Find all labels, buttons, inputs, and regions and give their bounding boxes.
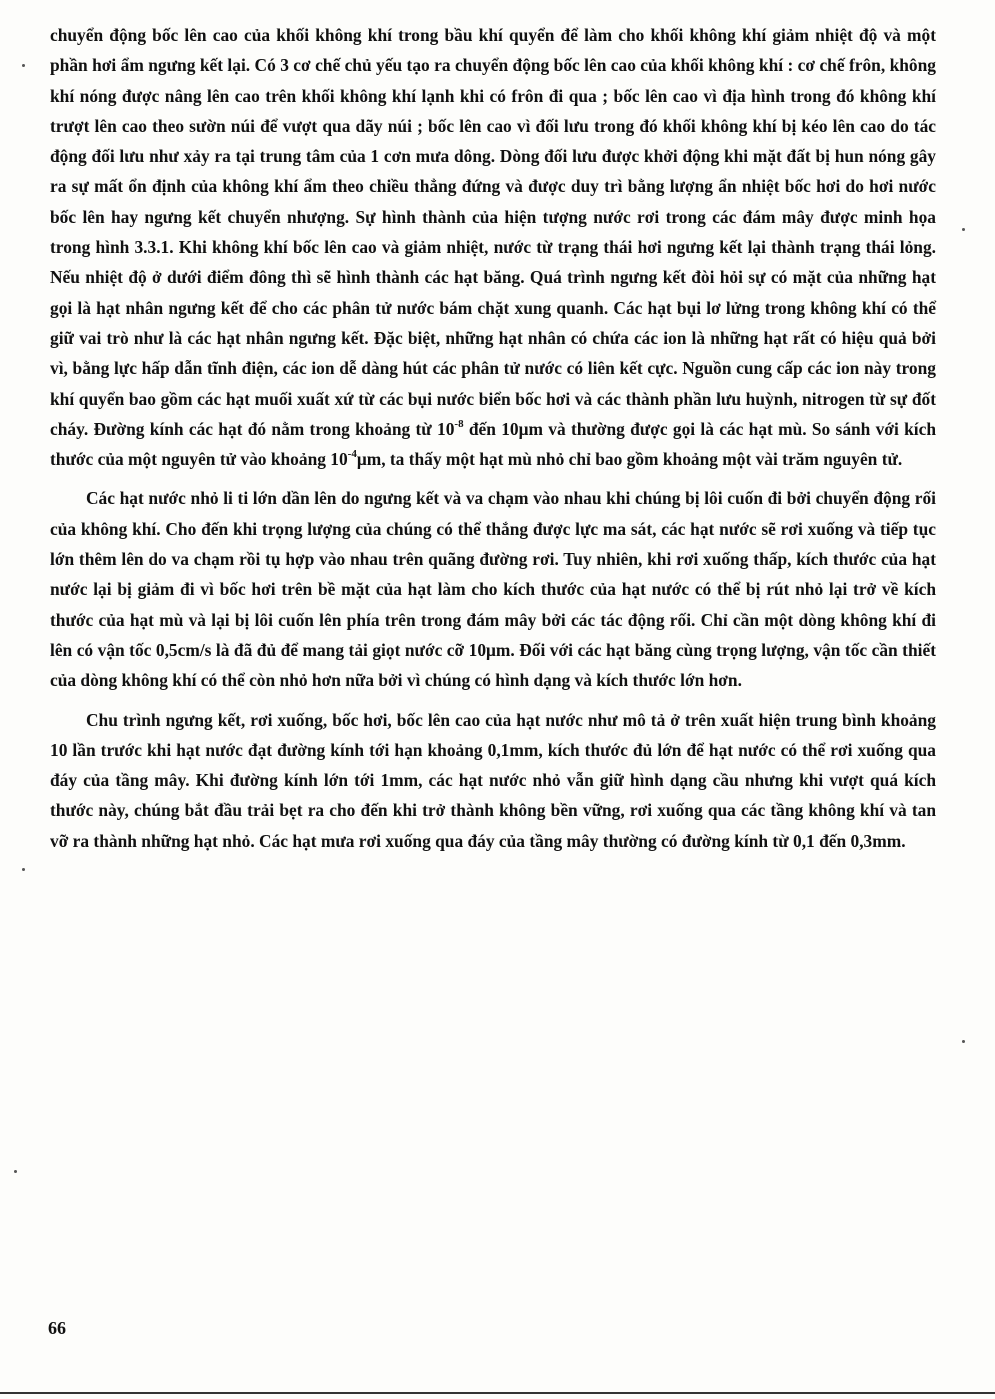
paragraph-3-text: Chu trình ngưng kết, rơi xuống, bốc hơi, bốc lên cao của hạt nước như mô tả ở trên xuất hiện trung bình khoảng 10 lần trước khi hạt nước đạt đường kính tới hạn khoảng 0,1mm, kích thước đủ lớn để hạt nước có thể rơi xuống qua đáy của tầng mây. Khi đường kính lớn tới 1mm, các hạt nước nhỏ vẫn giữ hình dạng cầu nhưng khi vượt quá kích thước này, chúng bắt đầu trải bẹt ra cho đến khi trở thành không bền vững, rơi xuống qua các tầng không khí và tan vỡ ra thành những hạt nhỏ. Các hạt mưa rơi xuống qua đáy của tầng mây thường có đường kính từ 0,1 đến 0,3mm. [50, 709, 936, 851]
scan-speck [962, 1040, 965, 1043]
paragraph-1-text-c: μm, ta thấy một hạt mù nhỏ chỉ bao gồm khoảng một vài trăm nguyên tử. [356, 449, 903, 470]
body-text [50, 20, 936, 856]
paragraph-1-exponent-b: -4 [347, 447, 357, 460]
scan-speck [22, 64, 25, 67]
paragraph-2 [50, 483, 936, 695]
paragraph-1-text-b: đến 10μm và thường được gọi là các hạt mù. So sánh với kích thước của một nguyên tử vào khoảng 10 [50, 418, 936, 470]
page-number: 66 [48, 1318, 66, 1338]
scan-speck [962, 228, 965, 231]
paragraph-1-text-a: chuyển động bốc lên cao của khối không khí trong bầu khí quyển để làm cho khối không khí giảm nhiệt độ và một phần hơi ẩm ngưng kết lại. Có 3 cơ chế chủ yếu tạo ra chuyển động bốc lên cao của khối không khí : cơ chế frôn, không khí nóng được nâng lên cao trên khối không khí lạnh khi có frôn đi qua ; bốc lên cao vì địa hình trong đó không khí trượt lên cao theo sườn núi để vượt qua dãy núi ; bốc lên cao vì đối lưu trong đó khối không khí bị kéo lên cao do tác động đối lưu như xảy ra tại trung tâm của 1 cơn mưa dông. Dòng đối lưu được khởi động khi mặt đất bị hun nóng gây ra sự mất ổn định của không khí ẩm theo chiều thẳng đứng và được duy trì bằng lượng ẩn nhiệt bốc hơi do hơi nước bốc lên hay ngưng kết chuyển nhượng. Sự hình thành của hiện tượng nước rơi trong các đám mây được minh họa trong hình 3.3.1. Khi không khí bốc lên cao và giảm nhiệt, nước từ trạng thái hơi ngưng kết lại thành trạng thái lỏng. Nếu nhiệt độ ở dưới điểm đông thì sẽ hình thành các hạt băng. Quá trình ngưng kết đòi hỏi sự có mặt của những hạt gọi là hạt nhân ngưng kết để cho các phân tử nước bám chặt xung quanh. Các hạt bụi lơ lửng trong không khí có thể giữ vai trò như là các hạt nhân ngưng kết. Đặc biệt, những hạt nhân có chứa các ion là những hạt rất có hiệu quả bởi vì, bằng lực hấp dẫn tĩnh điện, các ion dễ dàng hút các phân tử nước có liên kết cực. Nguồn cung cấp các ion này trong khí quyển bao gồm các hạt muối xuất xứ từ các bụi nước biển bốc hơi và các thành phần lưu huỳnh, nitrogen từ sự đốt cháy. Đường kính các hạt đó nằm trong khoảng từ 10 [50, 25, 936, 439]
paragraph-1 [50, 20, 936, 474]
scan-speck [14, 1170, 17, 1173]
paragraph-2-text: Các hạt nước nhỏ li ti lớn dần lên do ngưng kết và va chạm vào nhau khi chúng bị lôi cuốn đi bởi chuyển động rối của không khí. Cho đến khi trọng lượng của chúng có thể thắng được lực ma sát, các hạt nước sẽ rơi xuống và tiếp tục lớn thêm lên do va chạm rồi tụ hợp vào nhau trên quãng đường rơi. Tuy nhiên, khi rơi xuống thấp, kích thước của hạt nước lại bị giảm đi vì bốc hơi trên bề mặt của hạt làm cho kích thước của hạt nước có thể bị rút nhỏ lại trở về kích thước của hạt mù và lại bị lôi cuốn lên phía trên trong đám mây bởi các tác động rối. Chỉ cần một dòng không khí đi lên có vận tốc 0,5cm/s là đã đủ để mang tải giọt nước cỡ 10μm. Đối với các hạt băng cùng trọng lượng, vận tốc cần thiết của dòng không khí có thể còn nhỏ hơn nữa bởi vì chúng có hình dạng và kích thước lớn hơn. [50, 488, 936, 691]
paragraph-1-exponent-a: -8 [454, 417, 464, 430]
scan-speck [22, 868, 25, 871]
paragraph-3 [50, 705, 936, 856]
bottom-rule [0, 1392, 995, 1394]
